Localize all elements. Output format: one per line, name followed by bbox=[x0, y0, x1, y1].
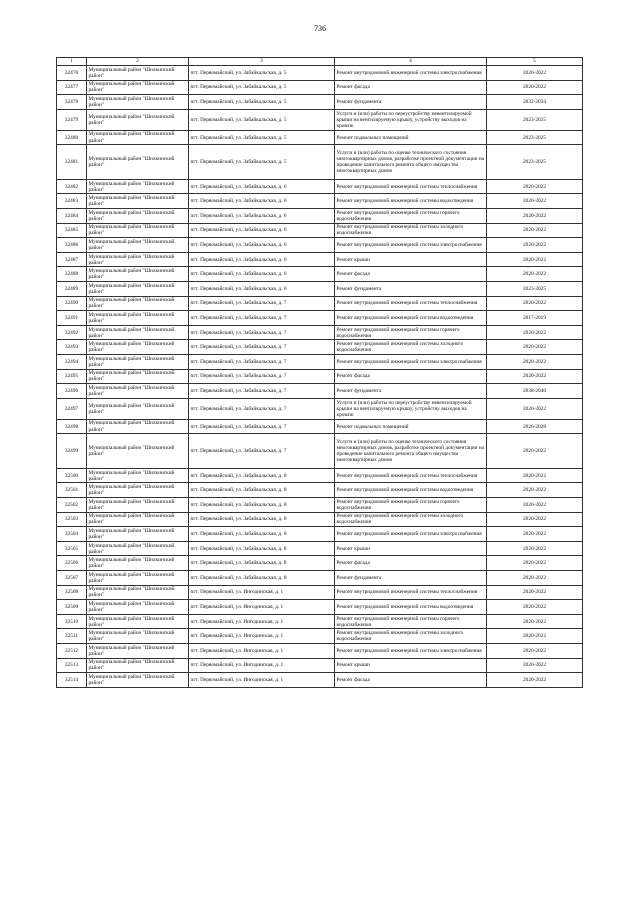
period-cell: 2020-2022 bbox=[487, 541, 583, 556]
table-row bbox=[57, 209, 583, 224]
period-cell: 2020-2022 bbox=[487, 512, 583, 527]
table-body bbox=[57, 66, 583, 688]
work-type-cell: Ремонт внутридомовой инженерной системы горячего водоснабжения bbox=[335, 325, 487, 340]
table-row bbox=[57, 585, 583, 600]
period-cell: 2032-2034 bbox=[487, 95, 583, 110]
district-cell: Муниципальный район "Шилкинский район" bbox=[87, 498, 189, 513]
address-cell: пгт. Первомайский, ул. Забайкальская, д. 7 bbox=[189, 369, 335, 384]
work-type-cell: Услуги и (или) работы по оценке технического состояния многоквартирных домов, разработке проектной документации на проведение капитального ремонта общего имущества многоквартирных домов bbox=[335, 145, 487, 180]
address-cell: пгт. Первомайский, ул. Забайкальская, д. 7 bbox=[189, 296, 335, 311]
address-cell: пгт. Первомайский, ул. Забайкальская, д. 8 bbox=[189, 512, 335, 527]
row-number-cell: 32511 bbox=[57, 629, 87, 644]
district-cell: Муниципальный район "Шилкинский район" bbox=[87, 223, 189, 238]
table-row bbox=[57, 194, 583, 209]
table-row bbox=[57, 238, 583, 253]
work-type-cell: Ремонт внутридомовой инженерной системы холодного водоснабжения bbox=[335, 629, 487, 644]
period-cell: 2020-2022 bbox=[487, 355, 583, 370]
period-cell: 2020-2022 bbox=[487, 658, 583, 673]
row-number-cell: 32514 bbox=[57, 673, 87, 688]
period-cell: 2026-2028 bbox=[487, 419, 583, 434]
period-cell: 2020-2022 bbox=[487, 434, 583, 469]
period-cell: 2020-2022 bbox=[487, 644, 583, 659]
row-number-cell: 32488 bbox=[57, 267, 87, 282]
work-type-cell: Ремонт крыши bbox=[335, 252, 487, 267]
address-cell: пгт. Первомайский, ул. Ингодинская, д. 1 bbox=[189, 673, 335, 688]
address-cell: пгт. Первомайский, ул. Забайкальская, д. 7 bbox=[189, 325, 335, 340]
work-type-cell: Ремонт фасада bbox=[335, 673, 487, 688]
row-number-cell: 32500 bbox=[57, 468, 87, 483]
work-type-cell: Ремонт внутридомовой инженерной системы электроснабжения bbox=[335, 66, 487, 81]
period-cell: 2020-2022 bbox=[487, 369, 583, 384]
address-cell: пгт. Первомайский, ул. Забайкальская, д. 6 bbox=[189, 238, 335, 253]
district-cell: Муниципальный район "Шилкинский район" bbox=[87, 556, 189, 571]
work-type-cell: Ремонт внутридомовой инженерной системы горячего водоснабжения bbox=[335, 614, 487, 629]
row-number-cell: 32492 bbox=[57, 325, 87, 340]
row-number-cell: 32477 bbox=[57, 80, 87, 95]
row-number-cell: 32501 bbox=[57, 483, 87, 498]
period-cell: 2038-2040 bbox=[487, 384, 583, 399]
table-row bbox=[57, 614, 583, 629]
district-cell: Муниципальный район "Шилкинский район" bbox=[87, 419, 189, 434]
district-cell: Муниципальный район "Шилкинский район" bbox=[87, 614, 189, 629]
row-number-cell: 32490 bbox=[57, 296, 87, 311]
work-type-cell: Ремонт внутридомовой инженерной системы горячего водоснабжения bbox=[335, 498, 487, 513]
work-type-cell: Ремонт внутридомовой инженерной системы теплоснабжения bbox=[335, 468, 487, 483]
address-cell: пгт. Первомайский, ул. Забайкальская, д. 5 bbox=[189, 109, 335, 130]
work-type-cell: Ремонт внутридомовой инженерной системы холодного водоснабжения bbox=[335, 512, 487, 527]
table-row bbox=[57, 419, 583, 434]
period-cell: 2020-2022 bbox=[487, 527, 583, 542]
period-cell: 2020-2022 bbox=[487, 238, 583, 253]
work-type-cell: Ремонт крыши bbox=[335, 541, 487, 556]
row-number-cell: 32502 bbox=[57, 498, 87, 513]
work-type-cell: Ремонт подвальных помещений bbox=[335, 419, 487, 434]
address-cell: пгт. Первомайский, ул. Ингодинская, д. 1 bbox=[189, 600, 335, 615]
district-cell: Муниципальный район "Шилкинский район" bbox=[87, 311, 189, 326]
period-cell: 2020-2022 bbox=[487, 209, 583, 224]
row-number-cell: 32493 bbox=[57, 340, 87, 355]
period-cell: 2020-2022 bbox=[487, 340, 583, 355]
table-row bbox=[57, 658, 583, 673]
district-cell: Муниципальный район "Шилкинский район" bbox=[87, 644, 189, 659]
district-cell: Муниципальный район "Шилкинский район" bbox=[87, 527, 189, 542]
district-cell: Муниципальный район "Шилкинский район" bbox=[87, 80, 189, 95]
table-row bbox=[57, 80, 583, 95]
period-cell: 2020-2022 bbox=[487, 296, 583, 311]
period-cell: 2020-2022 bbox=[487, 571, 583, 586]
table-row bbox=[57, 468, 583, 483]
table-row bbox=[57, 398, 583, 419]
period-cell: 2020-2022 bbox=[487, 80, 583, 95]
column-header-1: 1 bbox=[57, 58, 87, 66]
district-cell: Муниципальный район "Шилкинский район" bbox=[87, 209, 189, 224]
work-type-cell: Ремонт фундамента bbox=[335, 384, 487, 399]
period-cell: 2017-2019 bbox=[487, 311, 583, 326]
column-header-3: 3 bbox=[189, 58, 335, 66]
district-cell: Муниципальный район "Шилкинский район" bbox=[87, 267, 189, 282]
work-type-cell: Услуги и (или) работы по переустройству невентилируемой крыши на вентилируемую крышу, устройству выходов на кровлю bbox=[335, 398, 487, 419]
period-cell: 2020-2022 bbox=[487, 673, 583, 688]
period-cell: 2023-2025 bbox=[487, 109, 583, 130]
period-cell: 2023-2025 bbox=[487, 145, 583, 180]
period-cell: 2020-2022 bbox=[487, 398, 583, 419]
address-cell: пгт. Первомайский, ул. Забайкальская, д. 6 bbox=[189, 223, 335, 238]
column-number-row bbox=[57, 58, 583, 66]
address-cell: пгт. Первомайский, ул. Ингодинская, д. 1 bbox=[189, 585, 335, 600]
work-type-cell: Ремонт внутридомовой инженерной системы теплоснабжения bbox=[335, 585, 487, 600]
work-type-cell: Ремонт фасада bbox=[335, 80, 487, 95]
period-cell: 2020-2022 bbox=[487, 194, 583, 209]
table-row bbox=[57, 498, 583, 513]
table-row bbox=[57, 311, 583, 326]
work-type-cell: Ремонт внутридомовой инженерной системы электроснабжения bbox=[335, 644, 487, 659]
address-cell: пгт. Первомайский, ул. Забайкальская, д. 5 bbox=[189, 95, 335, 110]
work-type-cell: Ремонт фундамента bbox=[335, 571, 487, 586]
period-cell: 2020-2022 bbox=[487, 179, 583, 194]
address-cell: пгт. Первомайский, ул. Забайкальская, д. 7 bbox=[189, 384, 335, 399]
district-cell: Муниципальный район "Шилкинский район" bbox=[87, 658, 189, 673]
address-cell: пгт. Первомайский, ул. Забайкальская, д. 8 bbox=[189, 527, 335, 542]
work-type-cell: Ремонт внутридомовой инженерной системы электроснабжения bbox=[335, 355, 487, 370]
period-cell: 2020-2022 bbox=[487, 483, 583, 498]
address-cell: пгт. Первомайский, ул. Забайкальская, д. 8 bbox=[189, 498, 335, 513]
work-type-cell: Ремонт внутридомовой инженерной системы водоотведения bbox=[335, 311, 487, 326]
row-number-cell: 32496 bbox=[57, 384, 87, 399]
table-row bbox=[57, 296, 583, 311]
row-number-cell: 32509 bbox=[57, 600, 87, 615]
table-row bbox=[57, 267, 583, 282]
row-number-cell: 32507 bbox=[57, 571, 87, 586]
table-row bbox=[57, 629, 583, 644]
district-cell: Муниципальный район "Шилкинский район" bbox=[87, 252, 189, 267]
address-cell: пгт. Первомайский, ул. Забайкальская, д. 5 bbox=[189, 145, 335, 180]
row-number-cell: 32505 bbox=[57, 541, 87, 556]
work-type-cell: Ремонт внутридомовой инженерной системы теплоснабжения bbox=[335, 179, 487, 194]
district-cell: Муниципальный район "Шилкинский район" bbox=[87, 434, 189, 469]
work-type-cell: Ремонт крыши bbox=[335, 658, 487, 673]
row-number-cell: 32513 bbox=[57, 658, 87, 673]
table-row bbox=[57, 223, 583, 238]
work-type-cell: Ремонт внутридомовой инженерной системы водоотведения bbox=[335, 600, 487, 615]
district-cell: Муниципальный район "Шилкинский район" bbox=[87, 600, 189, 615]
row-number-cell: 32480 bbox=[57, 130, 87, 145]
address-cell: пгт. Первомайский, ул. Забайкальская, д. 5 bbox=[189, 130, 335, 145]
table-row bbox=[57, 95, 583, 110]
table-row bbox=[57, 434, 583, 469]
address-cell: пгт. Первомайский, ул. Забайкальская, д. 6 bbox=[189, 267, 335, 282]
table-row bbox=[57, 527, 583, 542]
address-cell: пгт. Первомайский, ул. Забайкальская, д. 6 bbox=[189, 209, 335, 224]
district-cell: Муниципальный район "Шилкинский район" bbox=[87, 95, 189, 110]
district-cell: Муниципальный район "Шилкинский район" bbox=[87, 398, 189, 419]
table-row bbox=[57, 109, 583, 130]
repair-schedule-table bbox=[56, 57, 583, 688]
work-type-cell: Ремонт фасада bbox=[335, 369, 487, 384]
district-cell: Муниципальный район "Шилкинский район" bbox=[87, 66, 189, 81]
page-number: 736 bbox=[314, 24, 326, 33]
table-row bbox=[57, 252, 583, 267]
district-cell: Муниципальный район "Шилкинский район" bbox=[87, 109, 189, 130]
row-number-cell: 32503 bbox=[57, 512, 87, 527]
address-cell: пгт. Первомайский, ул. Забайкальская, д. 7 bbox=[189, 311, 335, 326]
address-cell: пгт. Первомайский, ул. Забайкальская, д. 8 bbox=[189, 541, 335, 556]
address-cell: пгт. Первомайский, ул. Ингодинская, д. 1 bbox=[189, 614, 335, 629]
table-row bbox=[57, 355, 583, 370]
row-number-cell: 32479 bbox=[57, 109, 87, 130]
work-type-cell: Ремонт внутридомовой инженерной системы водоотведения bbox=[335, 194, 487, 209]
period-cell: 2023-2025 bbox=[487, 282, 583, 297]
row-number-cell: 32487 bbox=[57, 252, 87, 267]
address-cell: пгт. Первомайский, ул. Забайкальская, д. 8 bbox=[189, 571, 335, 586]
row-number-cell: 32483 bbox=[57, 194, 87, 209]
table-row bbox=[57, 600, 583, 615]
row-number-cell: 32476 bbox=[57, 66, 87, 81]
work-type-cell: Услуги и (или) работы по оценке технического состояния многоквартирных домов, разработке проектной документации на проведение капитального ремонта общего имущества многоквартирных домов bbox=[335, 434, 487, 469]
district-cell: Муниципальный район "Шилкинский район" bbox=[87, 340, 189, 355]
district-cell: Муниципальный район "Шилкинский район" bbox=[87, 483, 189, 498]
table-row bbox=[57, 571, 583, 586]
row-number-cell: 32497 bbox=[57, 398, 87, 419]
work-type-cell: Ремонт фундамента bbox=[335, 95, 487, 110]
period-cell: 2020-2022 bbox=[487, 267, 583, 282]
period-cell: 2020-2022 bbox=[487, 600, 583, 615]
row-number-cell: 32486 bbox=[57, 238, 87, 253]
address-cell: пгт. Первомайский, ул. Забайкальская, д. 6 bbox=[189, 179, 335, 194]
table-row bbox=[57, 512, 583, 527]
work-type-cell: Ремонт внутридомовой инженерной системы холодного водоснабжения bbox=[335, 223, 487, 238]
district-cell: Муниципальный район "Шилкинский район" bbox=[87, 629, 189, 644]
table-row bbox=[57, 556, 583, 571]
table-row bbox=[57, 384, 583, 399]
row-number-cell: 32491 bbox=[57, 311, 87, 326]
row-number-cell: 32489 bbox=[57, 282, 87, 297]
table-row bbox=[57, 340, 583, 355]
period-cell: 2020-2022 bbox=[487, 614, 583, 629]
district-cell: Муниципальный район "Шилкинский район" bbox=[87, 369, 189, 384]
column-header-2: 2 bbox=[87, 58, 189, 66]
district-cell: Муниципальный район "Шилкинский район" bbox=[87, 238, 189, 253]
work-type-cell: Ремонт внутридомовой инженерной системы водоотведения bbox=[335, 483, 487, 498]
address-cell: пгт. Первомайский, ул. Забайкальская, д. 8 bbox=[189, 468, 335, 483]
table-row bbox=[57, 179, 583, 194]
address-cell: пгт. Первомайский, ул. Забайкальская, д. 7 bbox=[189, 434, 335, 469]
district-cell: Муниципальный район "Шилкинский район" bbox=[87, 541, 189, 556]
work-type-cell: Ремонт внутридомовой инженерной системы электроснабжения bbox=[335, 238, 487, 253]
work-type-cell: Ремонт фундамента bbox=[335, 282, 487, 297]
district-cell: Муниципальный район "Шилкинский район" bbox=[87, 296, 189, 311]
row-number-cell: 32482 bbox=[57, 179, 87, 194]
table-row bbox=[57, 66, 583, 81]
district-cell: Муниципальный район "Шилкинский район" bbox=[87, 145, 189, 180]
period-cell: 2020-2022 bbox=[487, 629, 583, 644]
address-cell: пгт. Первомайский, ул. Забайкальская, д. 8 bbox=[189, 483, 335, 498]
period-cell: 2023-2025 bbox=[487, 130, 583, 145]
work-type-cell: Ремонт внутридомовой инженерной системы электроснабжения bbox=[335, 527, 487, 542]
work-type-cell: Ремонт внутридомовой инженерной системы горячего водоснабжения bbox=[335, 209, 487, 224]
column-header-5: 5 bbox=[487, 58, 583, 66]
district-cell: Муниципальный район "Шилкинский район" bbox=[87, 571, 189, 586]
table-row bbox=[57, 145, 583, 180]
district-cell: Муниципальный район "Шилкинский район" bbox=[87, 194, 189, 209]
address-cell: пгт. Первомайский, ул. Забайкальская, д. 7 bbox=[189, 398, 335, 419]
row-number-cell: 32485 bbox=[57, 223, 87, 238]
table-row bbox=[57, 673, 583, 688]
address-cell: пгт. Первомайский, ул. Забайкальская, д. 6 bbox=[189, 252, 335, 267]
row-number-cell: 32484 bbox=[57, 209, 87, 224]
row-number-cell: 32508 bbox=[57, 585, 87, 600]
district-cell: Муниципальный район "Шилкинский район" bbox=[87, 179, 189, 194]
work-type-cell: Ремонт внутридомовой инженерной системы теплоснабжения bbox=[335, 296, 487, 311]
period-cell: 2020-2022 bbox=[487, 498, 583, 513]
table-row bbox=[57, 282, 583, 297]
row-number-cell: 32506 bbox=[57, 556, 87, 571]
table-row bbox=[57, 483, 583, 498]
district-cell: Муниципальный район "Шилкинский район" bbox=[87, 512, 189, 527]
period-cell: 2020-2022 bbox=[487, 325, 583, 340]
work-type-cell: Ремонт фасада bbox=[335, 267, 487, 282]
district-cell: Муниципальный район "Шилкинский район" bbox=[87, 325, 189, 340]
district-cell: Муниципальный район "Шилкинский район" bbox=[87, 355, 189, 370]
row-number-cell: 32495 bbox=[57, 369, 87, 384]
work-type-cell: Ремонт внутридомовой инженерной системы холодного водоснабжения bbox=[335, 340, 487, 355]
period-cell: 2020-2022 bbox=[487, 585, 583, 600]
address-cell: пгт. Первомайский, ул. Забайкальская, д. 7 bbox=[189, 340, 335, 355]
table-row bbox=[57, 325, 583, 340]
work-type-cell: Ремонт подвальных помещений bbox=[335, 130, 487, 145]
address-cell: пгт. Первомайский, ул. Ингодинская, д. 1 bbox=[189, 629, 335, 644]
district-cell: Муниципальный район "Шилкинский район" bbox=[87, 673, 189, 688]
table-row bbox=[57, 369, 583, 384]
address-cell: пгт. Первомайский, ул. Забайкальская, д. 8 bbox=[189, 556, 335, 571]
address-cell: пгт. Первомайский, ул. Ингодинская, д. 1 bbox=[189, 644, 335, 659]
period-cell: 2020-2022 bbox=[487, 468, 583, 483]
column-header-4: 4 bbox=[335, 58, 487, 66]
address-cell: пгт. Первомайский, ул. Забайкальская, д. 6 bbox=[189, 282, 335, 297]
row-number-cell: 32504 bbox=[57, 527, 87, 542]
row-number-cell: 32499 bbox=[57, 434, 87, 469]
district-cell: Муниципальный район "Шилкинский район" bbox=[87, 282, 189, 297]
row-number-cell: 32510 bbox=[57, 614, 87, 629]
address-cell: пгт. Первомайский, ул. Забайкальская, д. 7 bbox=[189, 355, 335, 370]
address-cell: пгт. Первомайский, ул. Забайкальская, д. 5 bbox=[189, 80, 335, 95]
period-cell: 2020-2022 bbox=[487, 252, 583, 267]
row-number-cell: 32494 bbox=[57, 355, 87, 370]
row-number-cell: 32498 bbox=[57, 419, 87, 434]
address-cell: пгт. Первомайский, ул. Ингодинская, д. 1 bbox=[189, 658, 335, 673]
address-cell: пгт. Первомайский, ул. Забайкальская, д. 6 bbox=[189, 194, 335, 209]
row-number-cell: 32478 bbox=[57, 95, 87, 110]
district-cell: Муниципальный район "Шилкинский район" bbox=[87, 384, 189, 399]
work-type-cell: Услуги и (или) работы по переустройству невентилируемой крыши на вентилируемую крышу, устройству выходов на кровлю bbox=[335, 109, 487, 130]
work-type-cell: Ремонт фасада bbox=[335, 556, 487, 571]
district-cell: Муниципальный район "Шилкинский район" bbox=[87, 130, 189, 145]
period-cell: 2020-2022 bbox=[487, 223, 583, 238]
table-row bbox=[57, 644, 583, 659]
address-cell: пгт. Первомайский, ул. Забайкальская, д. 5 bbox=[189, 66, 335, 81]
table-row bbox=[57, 130, 583, 145]
district-cell: Муниципальный район "Шилкинский район" bbox=[87, 468, 189, 483]
table-row bbox=[57, 541, 583, 556]
address-cell: пгт. Первомайский, ул. Забайкальская, д. 7 bbox=[189, 419, 335, 434]
period-cell: 2020-2022 bbox=[487, 556, 583, 571]
row-number-cell: 32512 bbox=[57, 644, 87, 659]
row-number-cell: 32481 bbox=[57, 145, 87, 180]
period-cell: 2020-2022 bbox=[487, 66, 583, 81]
district-cell: Муниципальный район "Шилкинский район" bbox=[87, 585, 189, 600]
